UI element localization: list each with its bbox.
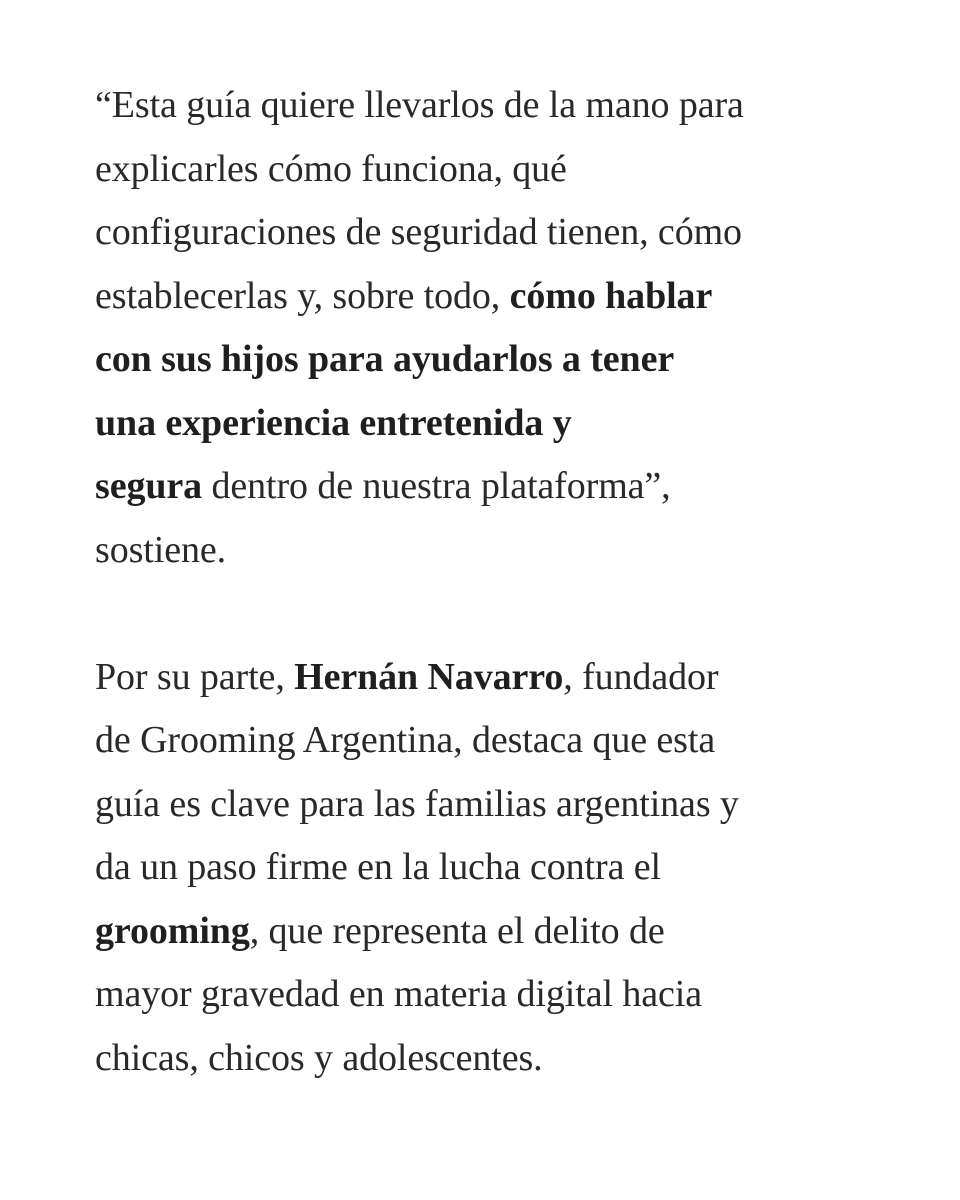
text-line: de Grooming Argentina, destaca que esta: [95, 719, 716, 761]
text-line: da un paso firme en la lucha contra el: [95, 846, 661, 888]
article-body: [95, 74, 885, 1090]
bold-emphasis: grooming: [95, 909, 250, 952]
text-line: sostiene.: [95, 528, 227, 571]
text-line: chicas, chicos y adolescentes.: [95, 1036, 543, 1079]
text-line: explicarles cómo funciona, qué: [95, 147, 567, 190]
paragraph-statement: [95, 646, 885, 1091]
bold-emphasis-line: una experiencia entretenida y: [95, 401, 572, 444]
text-line: guía es clave para las familias argentinas y: [95, 782, 739, 825]
paragraph-quote: [95, 74, 885, 582]
bold-emphasis-line: con sus hijos para ayudarlos a tener: [95, 338, 675, 380]
person-name: Hernán Navarro: [294, 655, 564, 698]
text-line: grooming, que representa el delito de: [95, 909, 665, 952]
text-line: Por su parte, Hernán Navarro, fundador: [95, 655, 719, 698]
text-line: configuraciones de seguridad tienen, cómo: [95, 211, 742, 253]
text-line: segura dentro de nuestra plataforma”,: [95, 465, 671, 507]
text-line: “Esta guía quiere llevarlos de la mano para: [95, 84, 744, 126]
bold-emphasis: cómo hablar: [509, 274, 713, 317]
bold-emphasis: segura: [95, 465, 203, 507]
text-line: establecerlas y, sobre todo, cómo hablar: [95, 274, 713, 317]
text-line: mayor gravedad en materia digital hacia: [95, 973, 702, 1015]
